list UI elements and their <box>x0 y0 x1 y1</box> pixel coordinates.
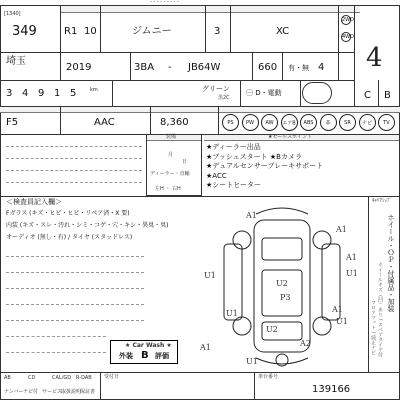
front-bumper <box>256 208 308 214</box>
v-line-2 <box>100 6 101 52</box>
equip-badge-label: PS <box>227 119 234 126</box>
grade: XC <box>276 26 290 37</box>
equip-badge-label: 革 <box>325 120 331 126</box>
wheel-rear-left <box>233 317 251 335</box>
v-line-15 <box>150 107 151 134</box>
car-damage-diagram <box>196 200 368 370</box>
equip-badge <box>320 114 337 131</box>
mark-12: A1 <box>200 343 211 352</box>
v-line-9 <box>282 53 283 80</box>
4wd-mark: 4WD <box>342 34 354 40</box>
region: 埼玉 <box>6 56 26 67</box>
v-line-6 <box>354 6 355 106</box>
mileage-digit: 9 <box>38 88 45 99</box>
v-line-5 <box>338 6 339 80</box>
right-vertical-3: フロアマット / 純正ナビ <box>370 300 376 355</box>
mileage-digit: 4 <box>22 88 29 99</box>
equip-badge <box>261 114 278 131</box>
handwritten-four: 4 <box>366 43 383 73</box>
dash-3 <box>6 170 142 171</box>
mark-14: U1 <box>246 357 258 366</box>
right-strip-label: ｷｬﾘｱｼｯﾌﾟ <box>372 198 393 204</box>
handle-label: 左H ・ 右H <box>155 186 181 192</box>
row1-header <box>60 6 360 13</box>
v-line-17 <box>368 196 369 372</box>
equip-badge <box>242 114 259 131</box>
bottom-code: CAL/GD <box>52 375 72 381</box>
equip-badge <box>378 114 395 131</box>
v-line-13 <box>378 80 379 106</box>
mark-13: U2 <box>266 325 278 334</box>
mark-4: A1 <box>346 253 357 262</box>
mark-9: A1 <box>332 305 343 314</box>
bottom-label: サービス <box>42 389 63 395</box>
v-line-12 <box>300 81 301 106</box>
dash-8 <box>6 304 144 305</box>
v-line-4 <box>230 6 231 52</box>
year-era: R1 <box>64 26 78 37</box>
equip-badge-label: ABS <box>303 119 314 126</box>
dash-1 <box>6 146 142 147</box>
bottom-code: CD <box>28 375 36 381</box>
mark-11: A2 <box>300 339 311 348</box>
v-line-7 <box>130 53 131 80</box>
mileage-digit: 5 <box>70 88 77 99</box>
car-wash-grade-suffix: 評価 <box>155 352 169 360</box>
mark-8: U1 <box>346 269 358 278</box>
bottom-center-label: 受付日 <box>104 374 120 380</box>
bottom-code: R-DAB <box>76 375 92 381</box>
doors: 3 <box>214 26 221 37</box>
sales-note: ★プッシュスタート ★Bカメラ <box>206 152 302 161</box>
seat-label: 有・無 <box>288 64 309 72</box>
bottom-label: 取扱説明 <box>61 389 82 395</box>
mark-10: U1 <box>336 317 348 326</box>
v-line-10 <box>112 81 113 106</box>
mark-3: U1 <box>204 271 216 280</box>
inspector-line: Fガラス (キズ・ヒビ・ヒビ・リペア済・X 要) <box>6 210 130 217</box>
grade-interior: C <box>364 90 371 101</box>
right-vertical-1: ホイール・ＯＰ・付属品・加装 <box>387 214 395 312</box>
dash-9 <box>6 320 144 321</box>
model-name: ジムニー <box>132 26 172 37</box>
mark-2: A1 <box>336 225 347 234</box>
options-text: ㊀ D・電動 <box>246 89 282 97</box>
car-wash-label: ★ Car Wash ★ <box>125 342 172 349</box>
sales-note: ★ACC <box>206 171 227 180</box>
dash-7 <box>6 288 144 289</box>
mark-1: A1 <box>246 211 257 220</box>
displacement: 660 <box>258 62 278 73</box>
mark-5: U2 <box>276 279 288 288</box>
bottom-label: ナンバー <box>4 389 24 395</box>
score-box <box>302 82 332 104</box>
equip-badge-label: エアB <box>282 120 296 126</box>
equip-badge <box>281 114 298 131</box>
bottom-label: ナビ付 <box>23 389 39 395</box>
dash-11 <box>6 352 106 353</box>
v-line-3 <box>205 6 206 52</box>
model-prefix: 3BA <box>134 62 155 73</box>
h-line-5 <box>0 196 400 197</box>
model-dash: - <box>168 62 172 73</box>
sales-note: ★デュアルセンサーブレーキサポート <box>206 162 324 170</box>
month: 10 <box>84 26 97 37</box>
inspector-line: オーディオ (無し・有) / タイヤ (スタッドレス) <box>6 234 133 241</box>
rear-bumper <box>256 358 308 364</box>
windshield <box>262 238 302 260</box>
model-year: 2019 <box>66 62 92 73</box>
color-sub: 黒2C <box>218 95 230 101</box>
air-conditioning: AAC <box>94 117 115 128</box>
center-panel-title: 装備 <box>166 134 177 140</box>
price: 8,360 <box>160 117 189 128</box>
right-vertical-2: ホイールキズ（凹）あり / スペアタイヤ付 <box>377 262 383 357</box>
2wd-mark: 2WD <box>342 17 354 23</box>
mark-6: P3 <box>280 293 291 302</box>
v-line-11 <box>240 81 241 106</box>
inspector-title: ＜検査員記入欄＞ <box>6 198 62 206</box>
month-label: 月 <box>168 152 174 158</box>
dealer-label: ディーラー・直輸 <box>150 171 190 177</box>
equip-badge <box>300 114 317 131</box>
dash-6 <box>6 272 144 273</box>
dash-5 <box>6 256 144 257</box>
equip-badge <box>359 114 376 131</box>
mark-7: U1 <box>226 309 238 318</box>
equip-badge-label: PW <box>246 119 254 126</box>
v-line-14 <box>60 107 61 134</box>
h-line-1 <box>0 52 354 53</box>
header-top-text: - - - - - - - - - <box>150 0 179 5</box>
car-wash-grade-label: 外装 <box>119 352 133 360</box>
equip-badge-label: SR <box>344 119 351 126</box>
dash-2 <box>6 158 142 159</box>
sales-note: ★ディーラー出品 <box>206 143 261 151</box>
dash-10 <box>6 336 106 337</box>
car-wash-grade: B <box>141 350 149 361</box>
h-line-6 <box>0 372 400 373</box>
frame-left <box>0 5 1 400</box>
color: グリーン <box>202 85 230 93</box>
equip-badge-label: TV <box>383 119 390 126</box>
model-code: JB64W <box>188 62 221 73</box>
seats: 4 <box>318 62 325 73</box>
mileage-digit: 3 <box>6 88 13 99</box>
sales-note: ★シートヒーター <box>206 181 261 189</box>
equip-badge-label: ナビ <box>361 120 372 126</box>
v-line-16 <box>218 107 219 134</box>
v-line-18 <box>100 373 101 400</box>
dash-4 <box>6 182 142 183</box>
mileage-unit: km <box>90 87 98 93</box>
v-line-1 <box>60 6 61 80</box>
bottom-label: 保証書 <box>80 389 96 395</box>
equip-badge <box>339 114 356 131</box>
serial-number: 139166 <box>312 384 351 395</box>
equip-badge-label: AW <box>265 119 274 126</box>
car-wash-stamp <box>110 340 178 364</box>
shift: F5 <box>6 117 19 128</box>
wheel-rear-right <box>313 317 331 335</box>
notes-header: ★セールスポイント <box>268 134 313 140</box>
v-line-19 <box>254 373 255 400</box>
mileage-digit: 1 <box>54 88 61 99</box>
lot-number: 349 <box>12 24 37 39</box>
day-label: 日 <box>182 159 188 165</box>
v-line-8 <box>252 53 253 80</box>
inspector-line: 内装 (キズ・スレ・汚れ・シミ・コゲ・穴・キシ・異臭・臭) <box>6 222 169 229</box>
grade-exterior: B <box>384 90 391 101</box>
bottom-code: AB <box>4 375 11 381</box>
bottom-right-label: 車台番号 <box>258 374 279 380</box>
lot-code: [1340] <box>4 11 21 17</box>
equip-badge <box>222 114 239 131</box>
